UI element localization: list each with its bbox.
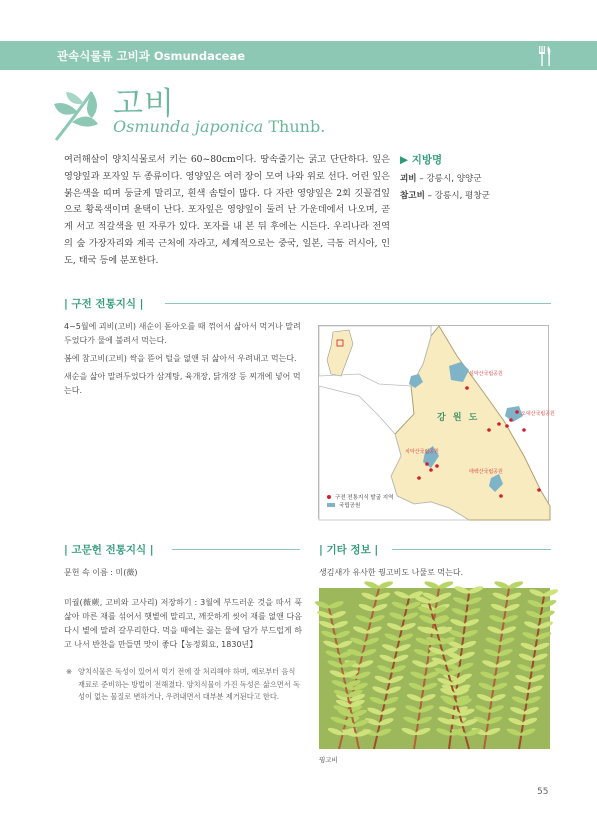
utensils-icon [538, 46, 552, 66]
oral-heading: | 구전 전통지식 | [64, 298, 144, 310]
photo-caption: 꿩고비 [319, 756, 338, 764]
legend-dot [327, 495, 331, 499]
local-names [400, 152, 570, 201]
other-text: 생김새가 유사한 꿩고비도 나물로 먹는다. [319, 568, 464, 577]
header-band [0, 41, 597, 70]
literature-name-line: 문헌 속 이름 : 미(薇) [64, 568, 138, 577]
page-number: 55 [537, 787, 549, 797]
park-label: 태백산국립공원 [469, 469, 503, 475]
park-label: 치악산국립공원 [405, 449, 439, 455]
local-names-heading: ▶ 지방명 [400, 154, 443, 166]
oral-paragraphs: 4~5월에 괴비(고비) 새순이 돋아오를 때 꺾어서 삶아서 먹거나 말려두었다가 물에 불려서 먹는다. 봄에 참고비(고비) 싹을 뜯어 털을 없앤 뒤 삶아서 우려내고 먹는다. 새순을 삶아 말려두었다가 삼계탕, 육개장, 닭개장 등 찌개에 넣어 먹는다. [64, 322, 301, 395]
map-legend: 구전 전통지식 발굴 지역 국립공원 [327, 493, 393, 509]
fern-photo [319, 588, 550, 749]
literature-heading: | 고문헌 전통지식 | [64, 544, 154, 556]
literature-body: 미궐(薇蕨, 고비와 고사리) 저장하기 : 3월에 부드러운 것을 따서 푹 삶아 마른 재를 섞어서 햇볕에 말리고, 깨끗하게 씻어 재를 없앤 다음 다시 볕에 말려 갈무리한다. 먹을 때에는 끓는 물에 담가 부드럽게 하고 나서 반찬을 만들면 맛이 좋다【농정회요, 1830년】 [64, 598, 302, 649]
note-text: 양치식물은 독성이 있어서 먹기 전에 잘 처리해야 하며, 예로부터 음식 재료로 준비하는 방법이 전해졌다. 양치식물이 가진 독성은 삶으면서 독성이 없는 물질로 변하거나, 우려내면서 대부분 제거된다고 한다. [78, 667, 300, 701]
species-title: 고비 [113, 86, 175, 122]
section-divider [392, 549, 551, 550]
section-divider [165, 303, 551, 304]
literature-note [66, 666, 302, 704]
park-label: 오대산국립공원 [521, 411, 555, 417]
province-label: 강 원 도 [437, 413, 480, 423]
category-label: 관속식물류 고비과 Osmundaceae [57, 49, 246, 63]
legend-park [327, 503, 335, 507]
note-mark: ※ [66, 667, 73, 676]
local-name-row: 괴비 – 강릉시, 양양군 [400, 174, 482, 184]
section-divider [172, 549, 300, 550]
other-heading: | 기타 정보 | [319, 544, 379, 556]
gangwon-map [318, 325, 555, 519]
park-label: 설악산국립공원 [469, 371, 503, 377]
scientific-author: Thunb. [268, 117, 326, 136]
local-name-row: 참고비 – 강릉시, 평창군 [400, 191, 490, 201]
fern-illustration [319, 588, 550, 749]
leaf-icon [52, 86, 108, 142]
map-graphic [319, 326, 550, 520]
intro-text: 여러해살이 양치식물로서 키는 60~80cm이다. 땅속줄기는 굵고 단단하다. 잎은 영양잎과 포자잎 두 종류이다. 영양잎은 여러 장이 모여 나와 위로 선다. 어린 잎은 붉은색을 띠며 둥글게 말리고, 흰색 솜털이 많다. 다 자란 영양잎은 2회 깃꼴겹잎으로 황록색이며 윤택이 난다. 포자잎은 영양잎이 둘러 난 가운데에서 나오며, 곧게 서고 적갈색을 띤 자루가 있다. 포자를 내 본 뒤 후에는 시든다. 우리나라 전역의 숲 가장자리와 계곡 근처에 자라고, 세계적으로는 중국, 일본, 극동 러시아, 인도, 태국 등에 분포한다. [64, 154, 390, 266]
scientific-binomial: Osmunda japonica [113, 117, 264, 136]
scientific-name [113, 117, 325, 136]
